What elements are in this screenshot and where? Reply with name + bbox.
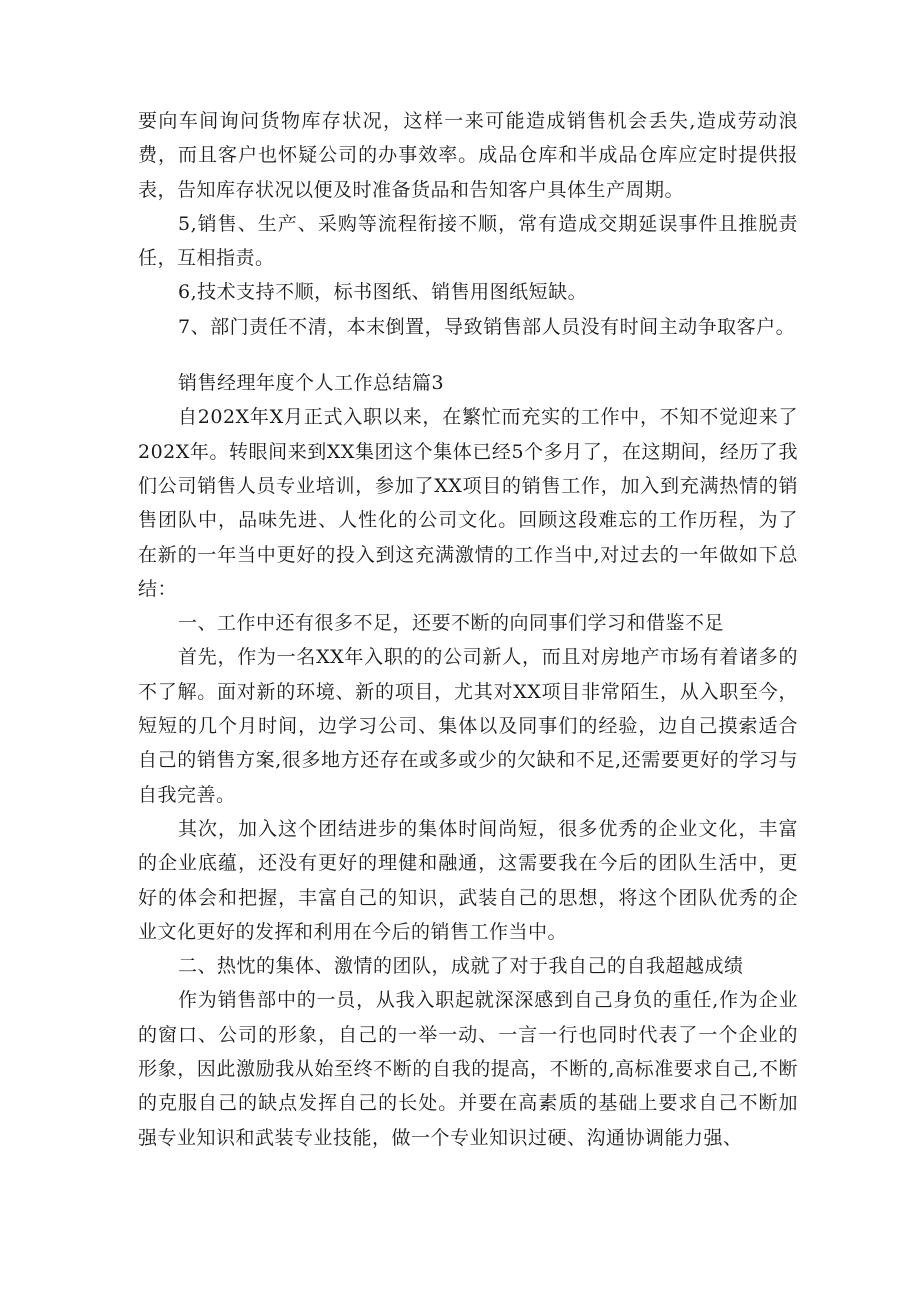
paragraph-role: 作为销售部中的一员，从我入职起就深深感到自己身负的重任,作为企业的窗口、公司的形象，自己的一举一动、一言一行也同时代表了一个企业的形象，因此激励我从始至终不断的自我的提高，不断的,高标准要求自己,不断的克服自己的缺点发挥自己的长处。并要在高素质的基础上要求自己不断加强专业知识和武装专业技能，做一个专业知识过硬、沟通协调能力强、: [138, 989, 798, 1149]
paragraph-first: 首先，作为一名XX年入职的的公司新人，而且对房地产市场有着诸多的不了解。面对新的环境、新的项目，尤其对XX项目非常陌生，从入职至今，短短的几个月时间，边学习公司、集体以及同事们的经验，边自己摸索适合自己的销售方案,很多地方还存在或多或少的欠缺和不足,还需要更好的学习与自我完善。: [138, 646, 798, 806]
subheading-two: 二、热忱的集体、激情的团队，成就了对于我自己的自我超越成绩: [178, 955, 744, 978]
document-body: [138, 104, 798, 1155]
subheading-one: 一、工作中还有很多不足，还要不断的向同事们学习和借鉴不足: [178, 612, 725, 635]
paragraph-item-5: 5,销售、生产、采购等流程衔接不顺，常有造成交期延误事件且推脱责任，互相指责。: [138, 212, 798, 270]
section-title: 销售经理年度个人工作总结篇3: [178, 372, 445, 395]
paragraph-second: 其次，加入这个团结进步的集体时间尚短，很多优秀的企业文化，丰富的企业底蕴，还没有更好的理健和融通，这需要我在今后的团队生活中，更好的体会和把握，丰富自己的知识，武装自己的思想，将这个团队优秀的企业文化更好的发挥和利用在今后的销售工作当中。: [138, 817, 798, 943]
paragraph-inventory: 要向车间询问货物库存状况，这样一来可能造成销售机会丢失,造成劳动浪费，而且客户也怀疑公司的办事效率。成品仓库和半成品仓库应定时提供报表，告知库存状况以便及时准备货品和告知客户具体生产周期。: [138, 110, 798, 201]
paragraph-item-6: 6,技术支持不顺，标书图纸、销售用图纸短缺。: [178, 281, 588, 304]
paragraph-item-7: 7、部门责任不清，本末倒置，导致销售部人员没有时间主动争取客户。: [178, 315, 796, 338]
paragraph-intro: 自202X年X月正式入职以来，在繁忙而充实的工作中，不知不觉迎来了202X年。转眼间来到XX集团这个集体已经5个多月了，在这期间，经历了我们公司销售人员专业培训，参加了XX项目的销售工作，加入到充满热情的销售团队中，品味先进、人性化的公司文化。回顾这段难忘的工作历程，为了在新的一年当中更好的投入到这充满激情的工作当中,对过去的一年做如下总结：: [138, 406, 798, 600]
